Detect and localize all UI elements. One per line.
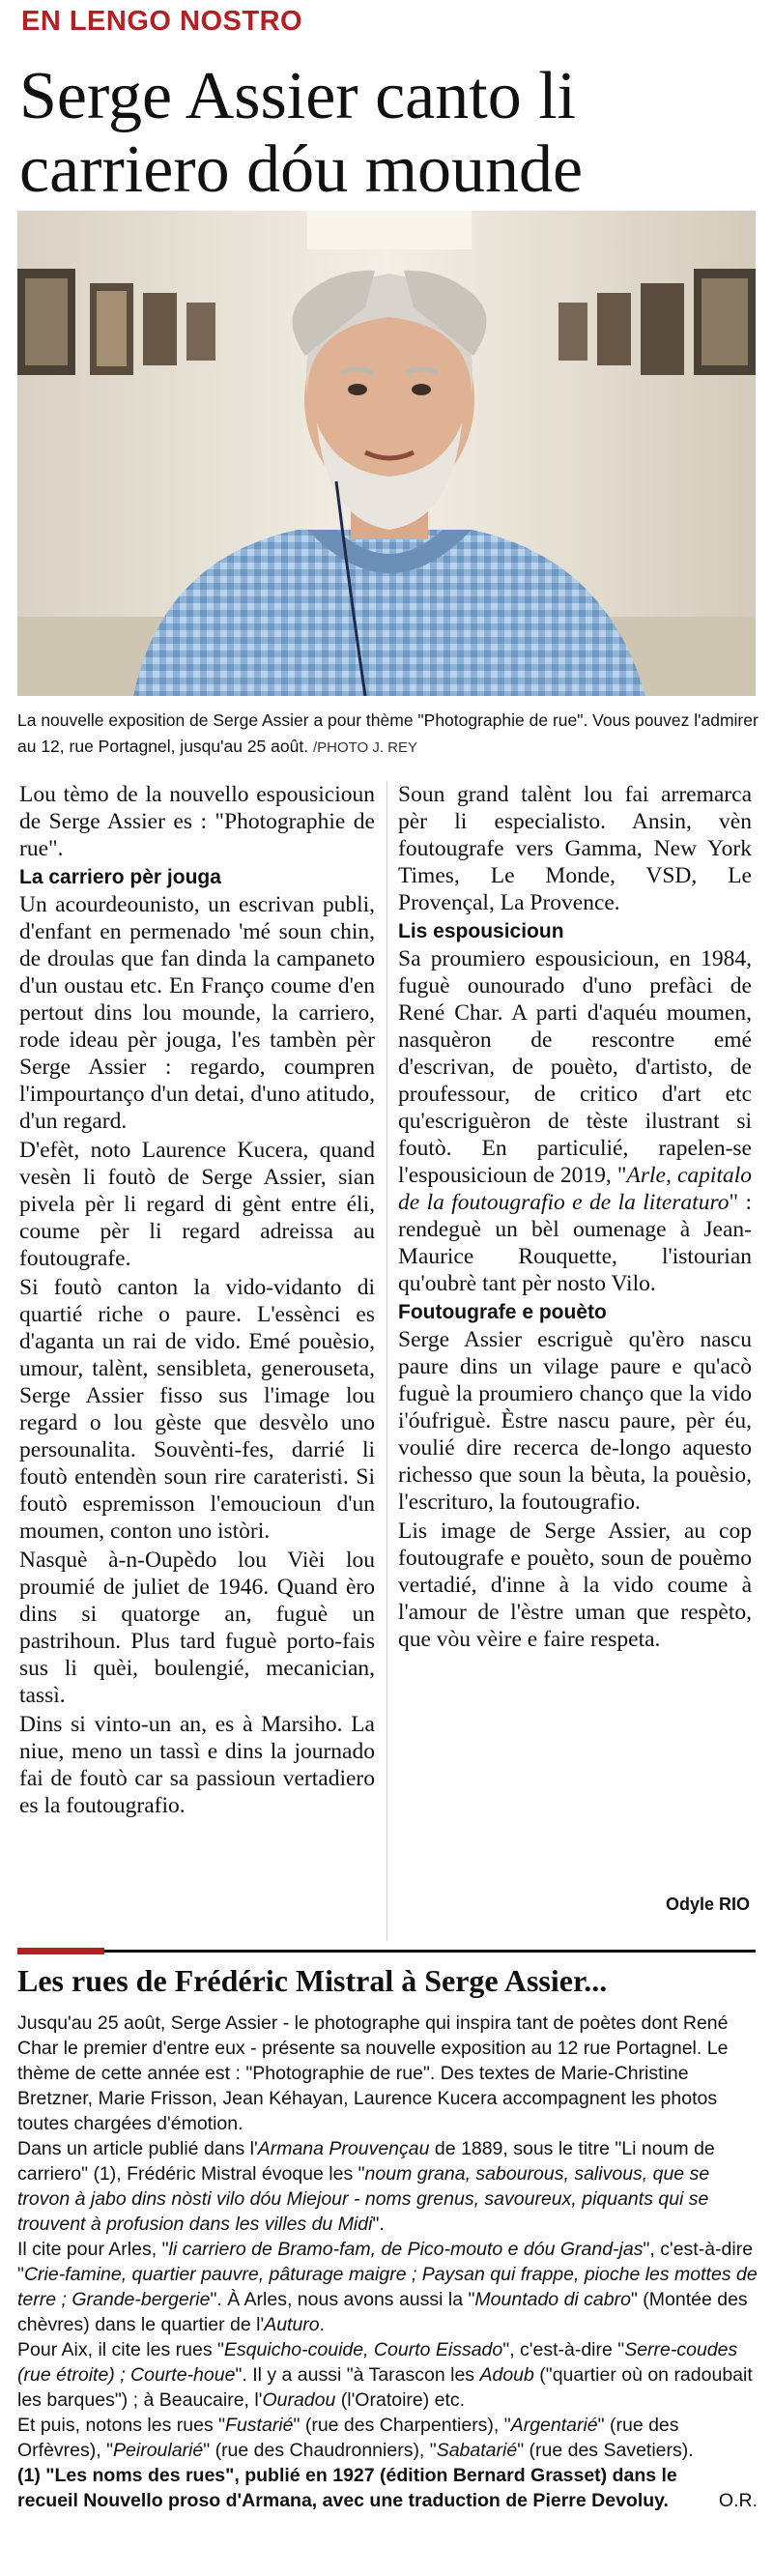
text-run: " (Montée des chèvres) dans le quartier de l' <box>17 2289 748 2335</box>
exhibition-title: Arle, capitalo de la foutougrafio e de la literaturo <box>398 1163 752 1215</box>
sidebar-paragraph <box>17 2136 758 2237</box>
text-italic: Armana Prouvençau <box>257 2138 430 2159</box>
text-run: Et puis, notons les rues " <box>17 2415 226 2436</box>
sidebar-author-initials: O.R. <box>718 2490 758 2511</box>
portrait-photo <box>17 211 756 696</box>
text-run: " (rue des Orfèvres), " <box>17 2415 679 2461</box>
photo-credit: /PHOTO J. REY <box>312 739 418 756</box>
article-intro: Lou tèmo de la nouvello espousicioun de Serge Assier es : "Photographie de rue". <box>19 782 375 861</box>
divider-accent <box>17 1948 104 1954</box>
article-paragraph: Lis image de Serge Assier, au cop foutougrafe e pouèto, soun de pouèmo vertadié, d'inne à la vido coume à l'amour de l'èstre uman que respèto, que vòu vèire e faire respeta. <box>398 1519 752 1652</box>
text-run: ", c'est-à-dire " <box>502 2339 625 2360</box>
article-paragraph: Dins si vinto-un an, es à Marsiho. La niue, meno un tassì e dins la journado fai de foutò car sa passioun vertadiero es la foutougrafio. <box>19 1712 375 1818</box>
sidebar-paragraph <box>17 2337 758 2413</box>
text-italic: Crie-famine, quartier pauvre, pâturage maigre ; Paysan qui frappe, pioche les mottes de terre ; Grande-bergerie <box>17 2264 758 2310</box>
text-italic: Adoub <box>479 2364 534 2386</box>
text-italic: li carriero de Bramo-fam, de Pico-mouto e dóu Grand-jas <box>168 2239 644 2260</box>
sidebar-paragraph <box>17 2237 758 2337</box>
text-italic: Serre-coudes (rue étroite) ; Courte-houe <box>17 2339 738 2386</box>
text-run: " : rendeguè un bèl oumenage à Jean-Maurice Rouquette, l'istourian qu'oubrè tant pèr nosto Vilo. <box>398 1190 753 1296</box>
text-run: Il cite pour Arles, " <box>17 2239 169 2260</box>
article-paragraph: Nasquè à-n-Oupèdo lou Vièi lou proumié de juliet de 1946. Quand èro dins si quatorge an, fuguè un pastrihoun. Plus tard fuguè porto-fais sus li quèi, boulengié, mecanician, tassì. <box>19 1548 375 1708</box>
author-signature: Odyle RIO <box>665 1895 750 1914</box>
sidebar-body <box>17 2011 758 2513</box>
article-paragraph: Serge Assier escriguè qu'èro nascu paure dins un vilage paure e qu'acò fuguè la proumiero chanço que la vido i'óufriguè. Èstre nascu paure, pèr éu, voulié dire recerca de-longo aquesto richesso que soun la bèuta, la pouèsio, l'escrituro, la foutougrafio. <box>398 1327 752 1515</box>
article-paragraph <box>398 945 752 1297</box>
portrait-illustration <box>17 211 756 696</box>
subheading-foutougrafe: Foutougrafe e pouèto <box>398 1301 607 1323</box>
text-italic: Sabatarié <box>436 2440 518 2461</box>
caption-text: La nouvelle exposition de Serge Assier a pour thème "Photographie de rue". Vous pouvez l'admirer au 12, rue Portagnel, jusqu'au 25 août. <box>17 710 759 756</box>
footnote-text: (1) "Les noms des rues", publié en 1927 (édition Bernard Grasset) dans le recueil Nouvello proso d'Armana, avec une traduction de Pierre Devoluy. <box>17 2465 677 2511</box>
text-run: " (rue des Chaudronniers), " <box>203 2440 437 2461</box>
text-run: Dans un article publié dans l' <box>17 2138 258 2159</box>
text-run: ". Il y a aussi "à Tarascon les <box>235 2364 480 2386</box>
article-paragraph: D'efèt, noto Laurence Kucera, quand vesèn li foutò de Serge Assier, sian pivela pèr li regard di gènt entre éli, coume pèr li regard adreissa au foutougrafe. <box>19 1138 375 1271</box>
text-run: ". <box>372 2214 385 2235</box>
sidebar-title: Les rues de Frédéric Mistral à Serge Assier... <box>17 1963 608 1998</box>
text-run: " (rue des Charpentiers), " <box>293 2415 511 2436</box>
text-italic: Mountado di cabro <box>474 2289 631 2310</box>
text-run: Pour Aix, il cite les rues " <box>17 2339 224 2360</box>
text-italic: Fustarié <box>225 2415 294 2436</box>
text-italic: Ouradou <box>262 2389 336 2411</box>
section-rubric: EN LENGO NOSTRO <box>21 6 303 37</box>
article-paragraph: Si foutò canton la vido-vidanto di quartié riche o paure. L'essènci es d'aganta un rai de vido. Emé pouèsio, umour, talènt, sensibleta, generouseta, Serge Assier fisso sus l'image lou regard o lou gèste que desvèlo uno persounalita. Souvènti-fes, darrié li foutò entendèn soun rire carateristi. Si foutò espremisson l'emoucioun d'un moumen, conton uno istòri. <box>19 1275 375 1544</box>
subheading-carriero: La carriero pèr jouga <box>19 866 221 888</box>
text-run: " (rue des Savetiers). <box>517 2440 694 2461</box>
text-italic: Argentarié <box>510 2415 598 2436</box>
sidebar-paragraph <box>17 2413 758 2463</box>
footnote <box>17 2463 758 2513</box>
text-run: . <box>319 2314 326 2335</box>
text-italic: Auturo <box>264 2314 320 2335</box>
text-run: Sa proumiero espousicioun, en 1984, fuguè ounourado d'uno prefàci de René Char. A parti d'aquéu moumen, nasquèron de rescontre emé d'escrivan, de pouèto, d'artisto, de proufessour, de critico d'art etc qu'escriguèron de tèste ilustrant si foutò. En particulié, rapelen-se l'espousicioun de 2019, " <box>398 946 752 1188</box>
article-column-right <box>398 781 752 1655</box>
photo-caption <box>17 708 761 761</box>
text-run: ", c'est-à-dire " <box>17 2239 754 2285</box>
text-run: ". À Arles, nous avons aussi la " <box>210 2289 475 2310</box>
text-italic: noum grana, sabourous, salivous, que se trovon à jabo dins nòsti vilo dóu Miejour - noms grenus, savoureux, piquants qui se trouvent à profusion dans les villes du Midi <box>17 2163 710 2235</box>
article-column-left <box>19 781 375 1821</box>
column-divider <box>386 781 387 1941</box>
section-divider <box>17 1950 756 1953</box>
text-italic: Peiroularié <box>113 2440 204 2461</box>
article-paragraph: Soun grand talènt lou fai arremarca pèr li especialisto. Ansin, vèn foutougrafe vers Gamma, New York Times, Le Monde, VSD, Le Provençal, La Provence. <box>398 782 752 915</box>
sidebar-paragraph: Jusqu'au 25 août, Serge Assier - le photographe qui inspira tant de poètes dont René Char le premier d'entre eux - présente sa nouvelle exposition au 12 rue Portagnel. Le thème de cette année est : "Photographie de rue". Des textes de Marie-Christine Bretzner, Marie Frisson, Jean Kéhayan, Laurence Kucera accompagnent les photos toutes chargées d'émotion. <box>17 2012 729 2134</box>
subheading-espousicioun: Lis espousicioun <box>398 920 564 942</box>
text-run: de 1889, sous le titre "Li noum de carriero" (1), Frédéric Mistral évoque les " <box>17 2138 715 2185</box>
article-paragraph: Un acourdeounisto, un escrivan publi, d'enfant en permenado 'mé soun chin, de droulas que fan dinda la campaneto d'un oustau etc. En Franço coume d'en pertout dins lou mounde, la carriero, rode ideau pèr jouga, l'es tambèn pèr Serge Assier : regardo, coumpren l'impourtanço d'un detai, d'uno atitudo, d'un regard. <box>19 892 375 1134</box>
headline: Serge Assier canto li carriero dóu mounde <box>19 59 584 207</box>
text-run: (l'Oratoire) etc. <box>335 2389 466 2411</box>
text-italic: Esquicho-couide, Courto Eissado <box>223 2339 503 2360</box>
text-run: ("quartier où on radoubait les barques") ; à Beaucaire, l' <box>17 2364 753 2411</box>
